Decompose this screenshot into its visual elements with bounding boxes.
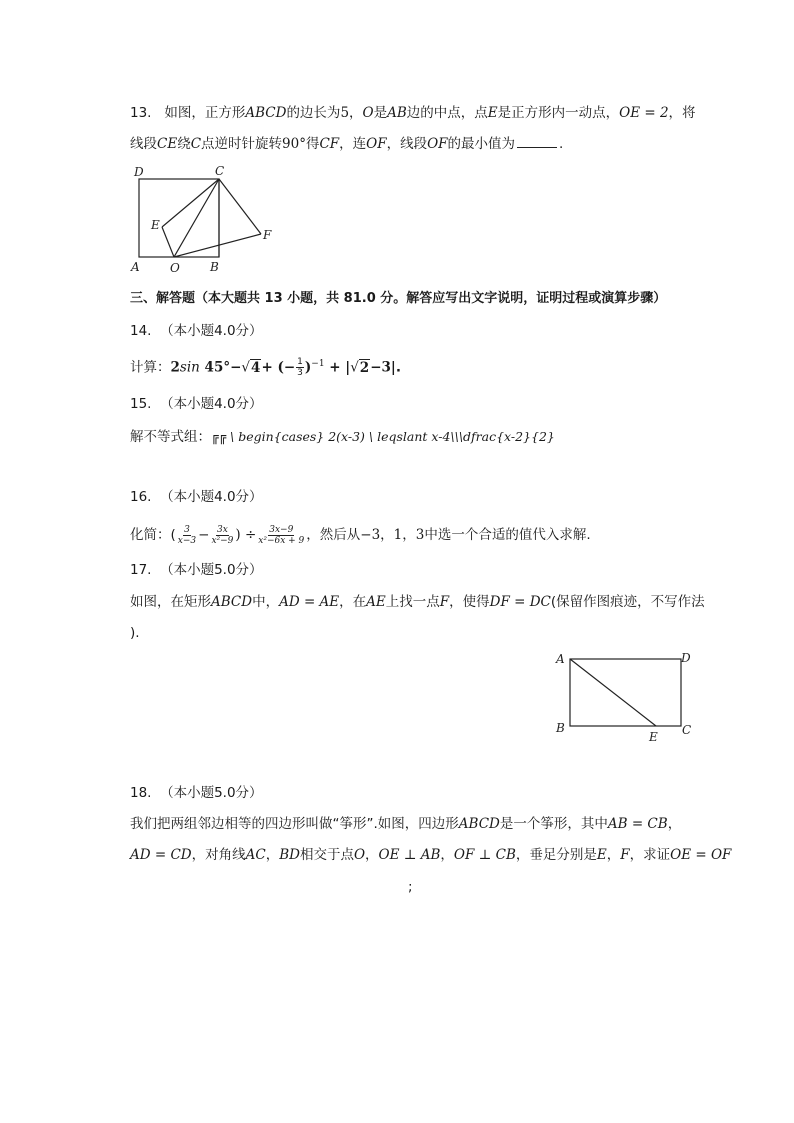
q13-line2: 线段CE绕C点逆时针旋转90°得CF，连OF，线段OF的最小值为 . <box>130 136 564 152</box>
answer-blank <box>517 135 557 148</box>
q16-header: 16. （本小题4.0分） <box>130 489 263 505</box>
label-d: D <box>681 651 691 665</box>
fraction-2: $\frac{3x}{\text{x²−9}}$ <box>211 524 234 546</box>
q13-line1: 13. 如图，正方形ABCD的边长为5，O是AB边的中点，点E是正方形内一动点，OE = 2，将 <box>130 105 696 121</box>
segment-ce <box>162 179 219 227</box>
q13-figure <box>128 160 288 278</box>
label-a: A <box>556 652 565 666</box>
segment-cf <box>219 179 261 234</box>
segment-fo <box>174 234 261 257</box>
label-f: F <box>263 228 272 242</box>
q18-line3: ; <box>408 879 413 895</box>
fraction: $\frac{1}{3}$ <box>297 357 303 378</box>
q14-header: 14. （本小题4.0分） <box>130 323 263 339</box>
q14-expression: 计算：2sin 45°−√4+ (− $\frac{1}{3}$ )$^{-1}$ + |√2−3|. <box>130 357 401 378</box>
label-e: E <box>649 730 658 744</box>
q18-header: 18. （本小题5.0分） <box>130 785 263 801</box>
rectangle-abcd <box>570 659 681 726</box>
q16-expression: 化简：( $\frac{3}{x-3}$ − $\frac{3x}{\text{x²−9}}$ ) ÷ $\frac{3x-9}{\text{x²−6x + 9}}$ ，然后从 −3，1，3 中选一个合适的值代入求解. <box>130 524 591 546</box>
label-e: E <box>151 218 160 232</box>
section-heading: 三、解答题（本大题共 13 小题，共 81.0 分。解答应写出文字说明，证明过程或演算步骤） <box>130 291 667 306</box>
q17-header: 17. （本小题5.0分） <box>130 562 263 578</box>
q13-number: 13. <box>130 105 152 121</box>
q18-line1: 我们把两组邻边相等的四边形叫做“筝形”.如图，四边形ABCD是一个筝形，其中AB = CB， <box>130 816 682 832</box>
label-b: B <box>556 721 565 735</box>
raw-latex: ╔╔ \ begin{cases} 2(x-3) \ leqslant x-4\\\dfrac{x-2}{2} <box>211 429 555 444</box>
label-c: C <box>215 164 225 178</box>
segment-oc <box>174 179 219 257</box>
segment-eo <box>162 227 174 257</box>
q17-figure <box>550 646 700 746</box>
fraction-1: $\frac{3}{x-3}$ <box>177 524 197 546</box>
label-a: A <box>131 260 140 274</box>
fraction-3: $\frac{3x-9}{\text{x²−6x + 9}}$ <box>258 524 305 546</box>
q17-line1: 如图，在矩形ABCD中，AD = AE，在AE上找一点F，使得DF = DC(保留作图痕迹，不写作法 <box>130 594 705 610</box>
segment-ae <box>570 659 656 726</box>
q15-header: 15. （本小题4.0分） <box>130 396 263 412</box>
label-c: C <box>682 723 692 737</box>
q18-line2: AD = CD，对角线AC，BD相交于点O，OE ⊥ AB，OF ⊥ CB，垂足分别是E，F，求证OE = OF <box>130 847 732 863</box>
q15-body: 解不等式组：╔╔ \ begin{cases} 2(x-3) \ leqslant x-4\\\dfrac{x-2}{2} <box>130 429 555 445</box>
q17-line2: ). <box>130 625 140 641</box>
label-d: D <box>134 165 144 179</box>
label-o: O <box>170 261 180 275</box>
label-b: B <box>210 260 219 274</box>
